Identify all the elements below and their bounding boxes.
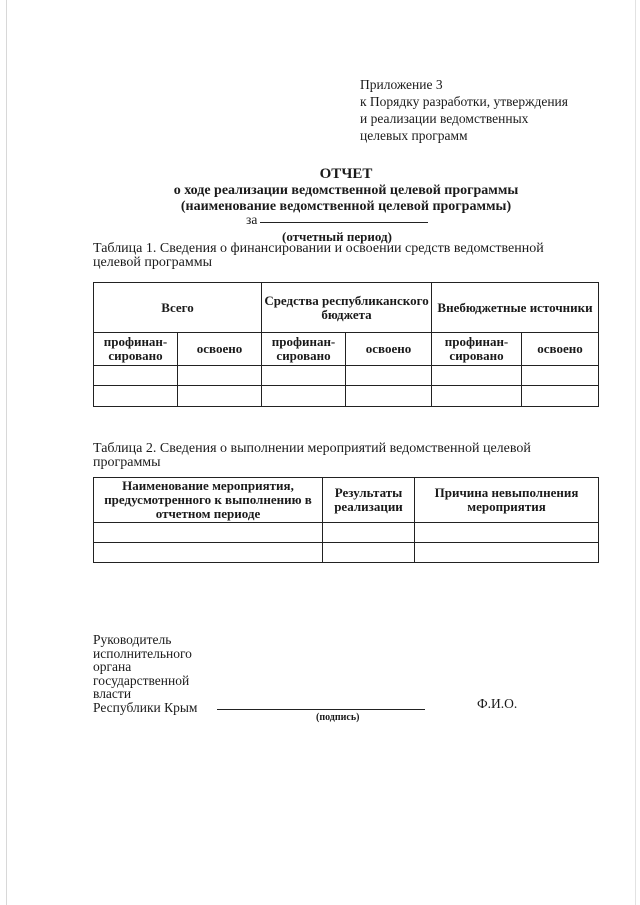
signatory-line: государственной bbox=[93, 672, 190, 688]
period-prefix: за bbox=[246, 212, 258, 227]
annex-line: целевых программ bbox=[360, 128, 468, 143]
table-cell[interactable] bbox=[522, 386, 599, 407]
annex-line: к Порядку разработки, утверждения bbox=[360, 94, 568, 109]
table-cell[interactable] bbox=[94, 543, 323, 563]
table1-caption bbox=[93, 242, 544, 270]
table-cell[interactable] bbox=[432, 386, 522, 407]
caption-line: Таблица 2. Сведения о выполнении мероприятий ведомственной целевой bbox=[93, 441, 531, 456]
group-header: Всего bbox=[94, 283, 262, 333]
table-header-row bbox=[94, 283, 599, 333]
period-label: (отчетный период) bbox=[282, 229, 392, 244]
table-cell[interactable] bbox=[178, 386, 262, 407]
annex-line: Приложение 3 bbox=[360, 77, 443, 92]
annex-line: и реализации ведомственных bbox=[360, 111, 529, 126]
signatory-line: власти bbox=[93, 686, 132, 702]
signature-caption: (подпись) bbox=[316, 712, 360, 723]
table-cell[interactable] bbox=[94, 523, 323, 543]
column-header: освоено bbox=[346, 333, 432, 366]
signatory-block bbox=[93, 633, 197, 715]
column-header: освоено bbox=[522, 333, 599, 366]
table-cell[interactable] bbox=[415, 523, 599, 543]
period-line bbox=[246, 212, 428, 228]
program-name-placeholder: (наименование ведомственной целевой программы) bbox=[180, 199, 512, 214]
activities-table bbox=[93, 477, 599, 563]
scan-edge-left bbox=[6, 0, 7, 905]
group-header: Средства республиканского бюджета bbox=[262, 283, 432, 333]
scan-edge-right bbox=[635, 0, 636, 905]
table-cell[interactable] bbox=[346, 386, 432, 407]
column-header: профинан-сировано bbox=[262, 333, 346, 366]
table-row bbox=[94, 543, 599, 563]
column-header: Наименование мероприятия, предусмотренного к выполнению в отчетном периоде bbox=[94, 478, 323, 523]
table-row bbox=[94, 366, 599, 386]
table-cell[interactable] bbox=[94, 386, 178, 407]
caption-line: целевой программы bbox=[93, 255, 212, 270]
signatory-line: исполнительного bbox=[93, 645, 192, 661]
report-title: ОТЧЕТ bbox=[319, 166, 373, 182]
signature-line[interactable] bbox=[217, 709, 425, 710]
table2-caption bbox=[93, 442, 531, 470]
table-row bbox=[94, 523, 599, 543]
table-cell[interactable] bbox=[262, 366, 346, 386]
column-header: профинан-сировано bbox=[94, 333, 178, 366]
period-blank[interactable] bbox=[260, 222, 428, 223]
table-cell[interactable] bbox=[94, 366, 178, 386]
annex-header bbox=[360, 76, 568, 144]
full-name-label: Ф.И.О. bbox=[477, 696, 518, 711]
signatory-line: Руководитель bbox=[93, 632, 172, 647]
group-header: Внебюджетные источники bbox=[432, 283, 599, 333]
table-cell[interactable] bbox=[323, 543, 415, 563]
table-cell[interactable] bbox=[323, 523, 415, 543]
report-subtitle: о ходе реализации ведомственной целевой программы bbox=[173, 183, 519, 198]
caption-line: Таблица 1. Сведения о финансировании и освоении средств ведомственной bbox=[93, 241, 544, 256]
table-cell[interactable] bbox=[262, 386, 346, 407]
financing-table bbox=[93, 282, 599, 407]
column-header: освоено bbox=[178, 333, 262, 366]
caption-line: программы bbox=[93, 455, 161, 470]
table-cell[interactable] bbox=[346, 366, 432, 386]
table-cell[interactable] bbox=[522, 366, 599, 386]
column-header: Причина невыполнения мероприятия bbox=[415, 478, 599, 523]
column-header: профинан-сировано bbox=[432, 333, 522, 366]
signatory-line: органа bbox=[93, 659, 132, 675]
table-row bbox=[94, 386, 599, 407]
table-cell[interactable] bbox=[415, 543, 599, 563]
column-header: Результаты реализации bbox=[323, 478, 415, 523]
table-cell[interactable] bbox=[432, 366, 522, 386]
signatory-line: Республики Крым bbox=[93, 699, 198, 715]
table-cell[interactable] bbox=[178, 366, 262, 386]
table-subheader-row bbox=[94, 333, 599, 366]
table-header-row bbox=[94, 478, 599, 523]
